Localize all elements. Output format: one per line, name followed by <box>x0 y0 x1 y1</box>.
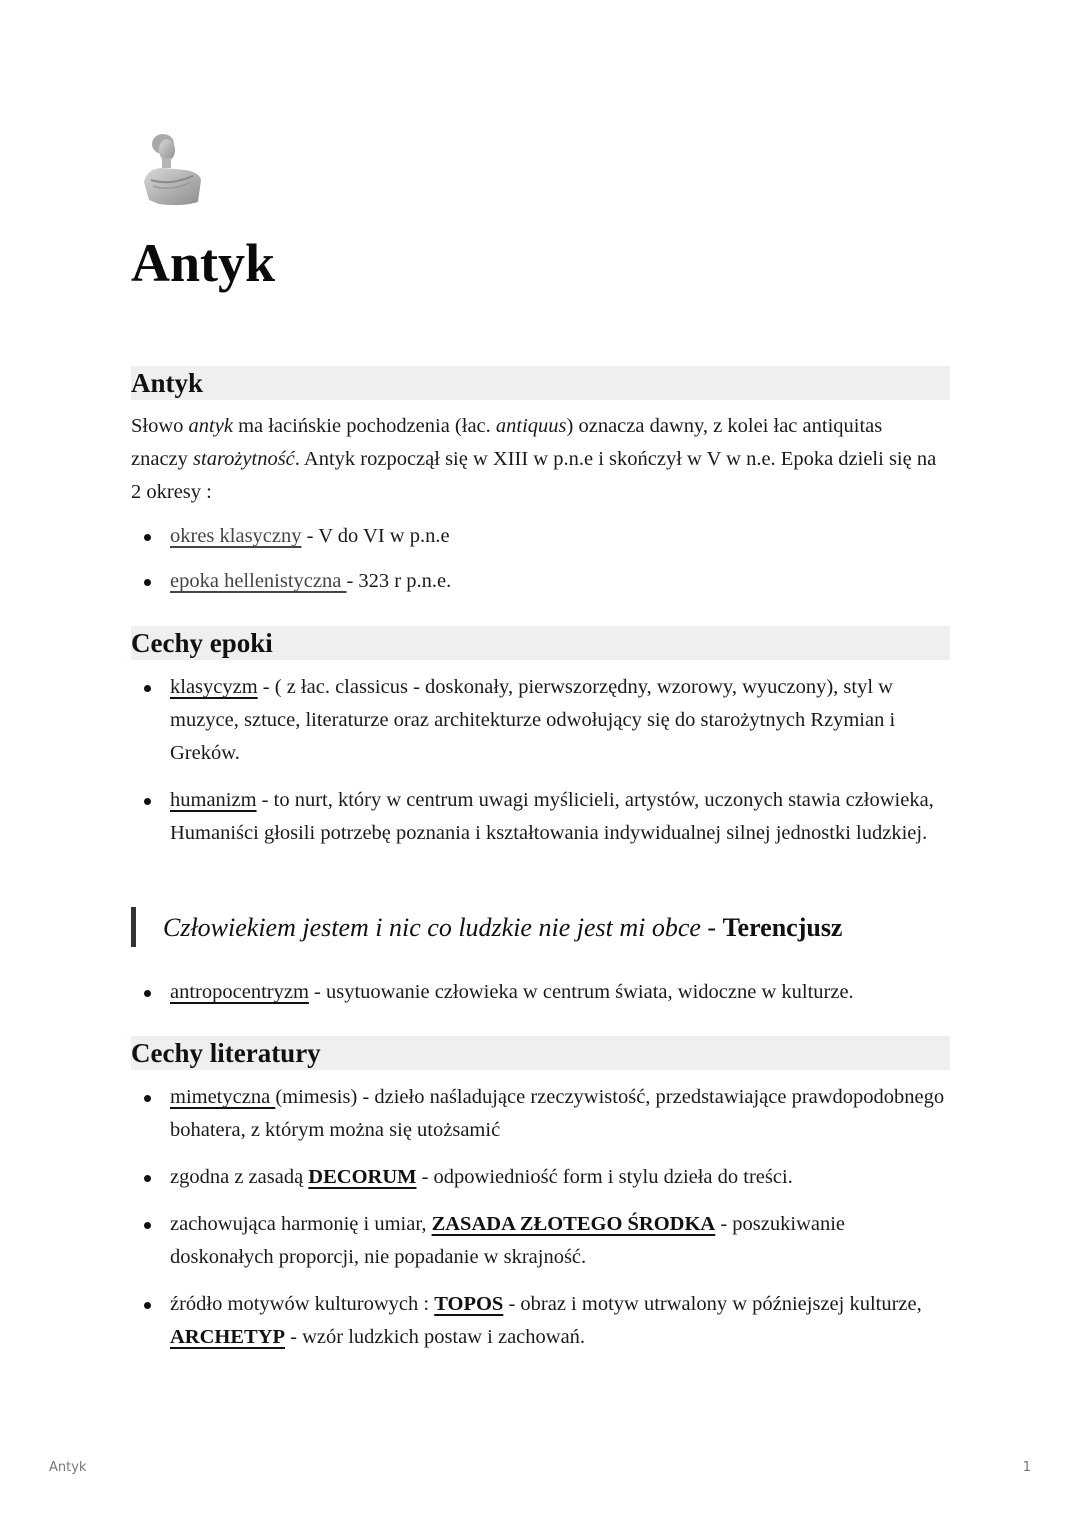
list-item: antropocentryzm - usytuowanie człowieka w centrum świata, widoczne w kulturze. <box>131 976 950 1009</box>
link-okres-klasyczny[interactable]: okres klasyczny <box>170 525 302 547</box>
page-title: Antyk <box>131 233 276 293</box>
footer-page-number: 1 <box>1022 1460 1031 1475</box>
quote-text: Człowiekiem jestem i nic co ludzkie nie jest mi obce <box>163 913 701 942</box>
keyword-decorum: DECORUM <box>308 1166 417 1188</box>
list-item: zgodna z zasadą DECORUM - odpowiedniość form i stylu dzieła do treści. <box>131 1161 950 1194</box>
intro-paragraph: Słowo antyk ma łacińskie pochodzenia (łac. antiquus) oznacza dawny, z kolei łac antiquitas znaczy starożytność. Antyk rozpoczął się w XIII w p.n.e i skończył w V w n.e. Epoka dzieli się na 2 okresy : <box>131 415 937 503</box>
list-item: klasycyzm - ( z łac. classicus - doskonały, pierwszorzędny, wzorowy, wyuczony), styl w muzyce, sztuce, literaturze oraz architekturze odwołujący się do starożytnych Rzymian i Greków. <box>131 671 950 770</box>
epoch-features-list <box>131 671 950 850</box>
keyword-archetyp: ARCHETYP <box>170 1326 286 1348</box>
section-heading-cechy-literatury: Cechy literatury <box>131 1036 950 1070</box>
greek-bust-icon <box>141 130 203 208</box>
keyword-topos: TOPOS <box>434 1293 504 1315</box>
list-item: zachowująca harmonię i umiar, ZASADA ZŁOTEGO ŚRODKA - poszukiwanie doskonałych proporcji, nie popadanie w skrajność. <box>131 1208 950 1274</box>
footer-doc-name: Antyk <box>49 1460 87 1475</box>
literature-features-list <box>131 1081 950 1354</box>
epoch-features-list-2 <box>131 976 950 1009</box>
list-item: mimetyczna (mimesis) - dzieło naśladujące rzeczywistość, przedstawiające prawdopodobnego bohatera, z którym można się utożsamić <box>131 1081 950 1147</box>
link-epoka-hellenistyczna[interactable]: epoka hellenistyczna <box>170 570 347 592</box>
list-item: okres klasyczny - V do VI w p.n.e <box>131 520 950 553</box>
list-item: źródło motywów kulturowych : TOPOS - obraz i motyw utrwalony w późniejszej kulturze, ARCHETYP - wzór ludzkich postaw i zachowań. <box>131 1288 950 1354</box>
link-klasycyzm[interactable]: klasycyzm <box>170 676 258 698</box>
section-heading-cechy-epoki: Cechy epoki <box>131 626 950 660</box>
link-antropocentryzm[interactable]: antropocentryzm <box>170 981 309 1003</box>
periods-list <box>131 520 950 598</box>
section-heading-antyk: Antyk <box>131 366 950 400</box>
link-mimetyczna[interactable]: mimetyczna <box>170 1086 276 1108</box>
link-humanizm[interactable]: humanizm <box>170 789 257 811</box>
list-item: epoka hellenistyczna - 323 r p.n.e. <box>131 565 950 598</box>
quote-author: Terencjusz <box>722 913 843 942</box>
blockquote: Człowiekiem jestem i nic co ludzkie nie jest mi obce - Terencjusz <box>131 907 950 947</box>
keyword-zasada-zlotego-srodka: ZASADA ZŁOTEGO ŚRODKA <box>431 1213 716 1235</box>
list-item: humanizm - to nurt, który w centrum uwagi myślicieli, artystów, uczonych stawia człowieka, Humaniści głosili potrzebę poznania i kształtowania indywidualnej silnej jednostki ludzkiej. <box>131 784 950 850</box>
